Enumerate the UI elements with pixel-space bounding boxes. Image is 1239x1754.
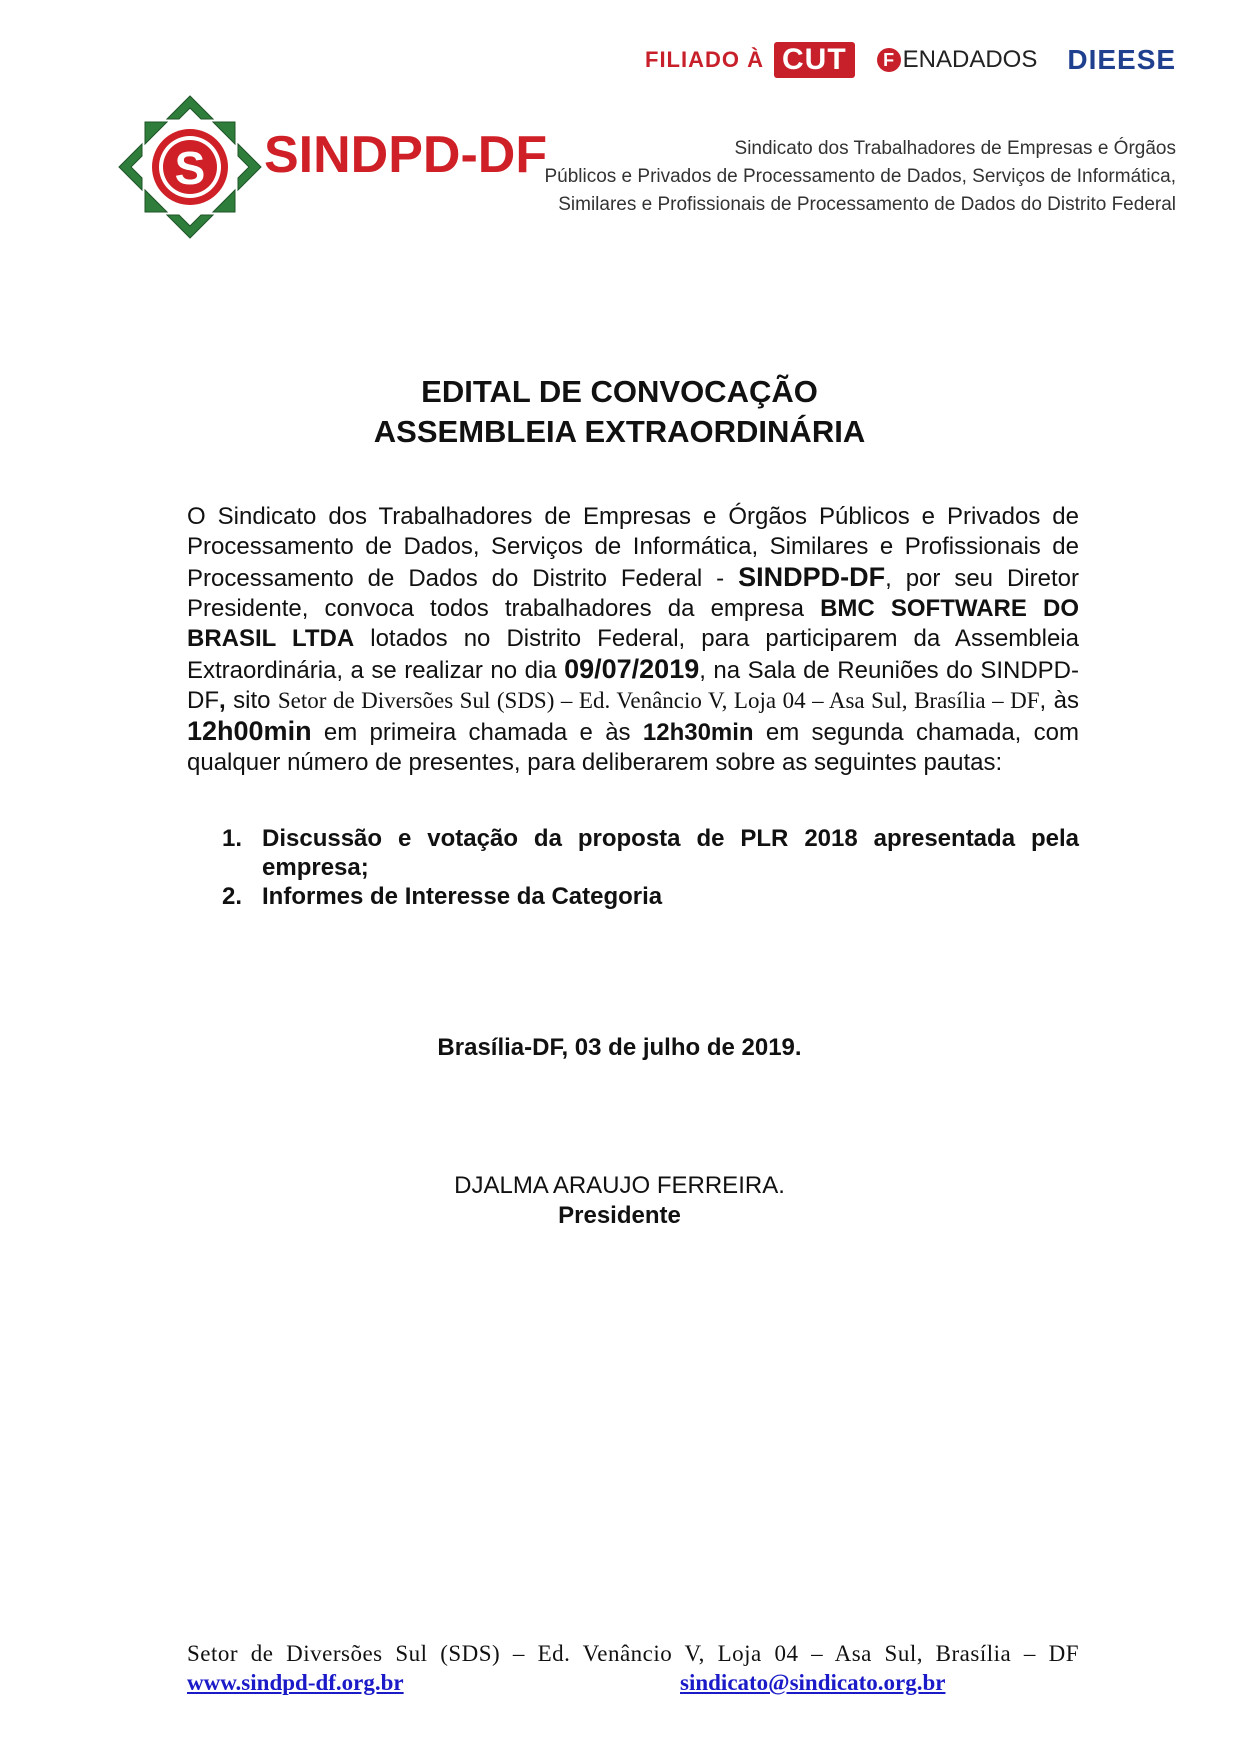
email-link[interactable]: sindicato@sindicato.org.br: [680, 1670, 946, 1695]
signatory-name: DJALMA ARAUJO FERREIRA.: [454, 1172, 785, 1199]
organization-name: SINDPD-DF: [738, 562, 886, 592]
union-description-line: Similares e Profissionais de Processamento de Dados do Distrito Federal: [558, 194, 1176, 215]
company-name: BMC SOFTWARE DO BRASIL LTDA: [187, 595, 1079, 652]
body-text: , às: [1039, 687, 1079, 714]
first-call-time: 12h00min: [187, 716, 312, 746]
body-text: lotados no Distrito Federal, para participarem da Assembleia Extraordinária, a se realizar no dia: [187, 625, 1079, 684]
agenda-list: [222, 824, 1079, 911]
list-item: [222, 824, 1079, 882]
sindpd-emblem-logo: [115, 92, 265, 242]
fenadados-logo-mark: F: [877, 48, 901, 72]
union-description: [536, 135, 1176, 219]
fenadados-logo-text: ENADADOS: [902, 46, 1038, 73]
fenadados-logo: [877, 46, 1038, 74]
dieese-logo: DIEESE: [1067, 44, 1177, 75]
union-description-line: Sindicato dos Trabalhadores de Empresas e Órgãos: [734, 138, 1176, 159]
signatory-role: Presidente: [558, 1202, 681, 1229]
website-link[interactable]: www.sindpd-df.org.br: [187, 1670, 404, 1695]
affiliation-bar: [645, 40, 1200, 80]
list-item-number: 1.: [222, 825, 243, 852]
cut-logo: CUT: [774, 42, 855, 78]
title-line-2: ASSEMBLEIA EXTRAORDINÁRIA: [373, 414, 866, 449]
emblem-letter: S: [174, 142, 206, 194]
body-text: em primeira chamada e às: [311, 719, 643, 746]
union-description-line: Públicos e Privados de Processamento de Dados, Serviços de Informática,: [544, 166, 1176, 187]
body-text: O Sindicato dos Trabalhadores de Empresas e Órgãos Públicos e Privados de Processamento de Dados, Serviços de Informática, Similares e Profissionais de Processamento de Dados do Distrito Federal -: [187, 503, 1079, 592]
body-text: , por seu Diretor Presidente, convoca todos trabalhadores da empresa: [187, 565, 1079, 622]
title-line-1: EDITAL DE CONVOCAÇÃO: [421, 374, 818, 409]
list-item-text: Informes de Interesse da Categoria: [262, 883, 663, 910]
affiliation-prefix: FILIADO À: [645, 47, 764, 72]
body-text: em segunda chamada, com qualquer número de presentes, para deliberarem sobre as seguintes pautas:: [187, 719, 1079, 776]
second-call-time: 12h30min: [642, 719, 754, 746]
convocation-paragraph: [187, 502, 1079, 778]
meeting-address: Setor de Diversões Sul (SDS) – Ed. Venâncio V, Loja 04 – Asa Sul, Brasília – DF: [277, 688, 1040, 713]
body-text: sito: [225, 687, 278, 714]
meeting-date: 09/07/2019: [564, 654, 700, 684]
sindpd-logo-text: SINDPD-DF: [264, 126, 548, 184]
document-title: [0, 372, 1239, 452]
place-and-date: Brasília-DF, 03 de julho de 2019.: [437, 1034, 802, 1061]
list-item: [222, 882, 1079, 911]
body-text: , na Sala de Reuniões do SINDPD-DF: [187, 657, 1080, 714]
body-comma: ,: [219, 687, 226, 714]
list-item-text: Discussão e votação da proposta de PLR 2018 apresentada pela empresa;: [262, 825, 1079, 881]
list-item-number: 2.: [222, 883, 243, 910]
footer-address: Setor de Diversões Sul (SDS) – Ed. Venâncio V, Loja 04 – Asa Sul, Brasília – DF: [187, 1641, 1079, 1666]
